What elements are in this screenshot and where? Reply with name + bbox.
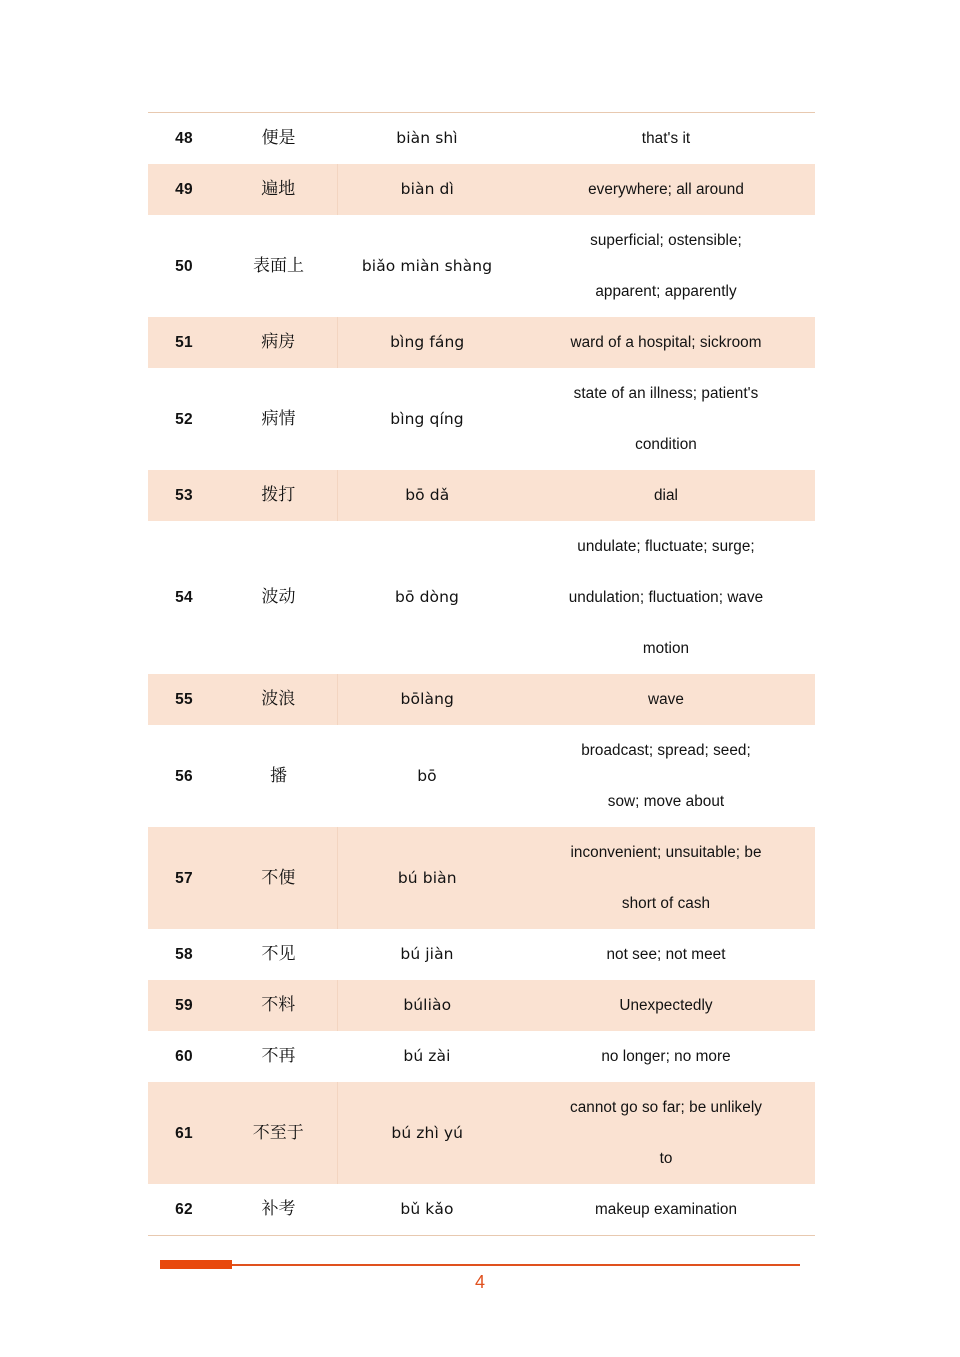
definition-cell (517, 1031, 815, 1082)
hanzi-cell: 表面上 (253, 255, 304, 276)
pinyin-cell: bìng fáng (390, 333, 465, 351)
row-number: 49 (175, 181, 193, 198)
definition-line: short of cash (621, 895, 711, 912)
definition-cell (517, 215, 815, 317)
table-row (148, 470, 815, 521)
pinyin-cell: bō dǎ (405, 486, 450, 504)
pinyin-cell: bōlàng (400, 690, 454, 708)
definition-line: Unexpectedly (619, 997, 713, 1014)
row-number: 55 (175, 691, 193, 708)
table-row (148, 929, 815, 980)
vocabulary-table-container (148, 112, 815, 1236)
hanzi-cell: 遍地 (220, 164, 337, 215)
pinyin-cell: biǎo miàn shàng (361, 256, 493, 275)
table-row (148, 1184, 815, 1236)
hanzi-cell: 播 (270, 765, 287, 786)
hanzi-cell: 病情 (261, 408, 296, 429)
definition-cell (517, 164, 815, 215)
pinyin-cell: bú zhì yú (391, 1123, 464, 1142)
hanzi-cell: 不至于 (220, 1082, 337, 1184)
definition-cell (517, 317, 815, 368)
row-number: 51 (175, 334, 193, 351)
table-row (148, 1082, 815, 1184)
definition-cell (517, 1082, 815, 1184)
table-row (148, 113, 815, 165)
pinyin-cell: búliào (403, 996, 452, 1014)
row-number: 54 (175, 589, 193, 606)
table-row (148, 368, 815, 470)
hanzi-cell: 不料 (220, 980, 337, 1031)
table-row (148, 980, 815, 1031)
hanzi-cell: 波浪 (220, 674, 337, 725)
definition-line: undulation; fluctuation; wave (568, 589, 764, 606)
vocabulary-table-body (148, 113, 815, 1236)
pinyin-cell: bìng qíng (390, 409, 464, 428)
hanzi-cell: 便是 (261, 128, 296, 148)
definition-line: makeup examination (594, 1201, 738, 1218)
row-number: 60 (175, 1048, 193, 1065)
pinyin-cell: bú jiàn (400, 945, 454, 963)
definition-line: not see; not meet (606, 946, 726, 963)
table-row (148, 827, 815, 929)
definition-cell (517, 725, 815, 827)
hanzi-cell: 不见 (261, 944, 296, 964)
definition-cell (517, 368, 815, 470)
row-number: 59 (175, 997, 193, 1014)
definition-line: no longer; no more (601, 1048, 731, 1065)
definition-cell (517, 827, 815, 929)
footer-rule (160, 1264, 800, 1266)
pinyin-cell: bǔ kǎo (400, 1200, 454, 1218)
definition-cell (517, 929, 815, 980)
row-number: 61 (175, 1124, 193, 1142)
vocabulary-table (148, 112, 815, 1236)
definition-line: everywhere; all around (588, 181, 744, 198)
definition-line: state of an illness; patient's (573, 385, 759, 402)
hanzi-cell: 不便 (220, 827, 337, 929)
definition-cell (517, 1184, 815, 1236)
definition-line: superficial; ostensible; (590, 232, 742, 249)
hanzi-cell: 波动 (261, 587, 296, 607)
row-number: 53 (175, 487, 193, 504)
row-number: 58 (175, 946, 193, 963)
definition-line: cannot go so far; be unlikely (570, 1099, 762, 1116)
row-number: 50 (175, 257, 193, 275)
hanzi-cell: 病房 (220, 317, 337, 368)
definition-line: apparent; apparently (595, 283, 737, 300)
pinyin-cell: bú biàn (397, 868, 457, 887)
definition-cell (517, 113, 815, 165)
page-number: 4 (474, 1272, 485, 1292)
row-number: 52 (175, 410, 193, 428)
definition-line: undulate; fluctuate; surge; (577, 538, 755, 555)
definition-cell (517, 674, 815, 725)
hanzi-cell: 不再 (261, 1046, 296, 1066)
row-number: 57 (175, 869, 193, 887)
definition-cell (517, 980, 815, 1031)
hanzi-cell: 补考 (261, 1199, 296, 1219)
definition-line: dial (653, 487, 678, 504)
definition-line: sow; move about (607, 793, 725, 810)
row-number: 62 (175, 1201, 193, 1218)
definition-line: that's it (641, 130, 691, 147)
pinyin-cell: bō (417, 766, 437, 785)
row-number: 56 (175, 767, 193, 785)
row-number: 48 (175, 130, 193, 147)
definition-line: inconvenient; unsuitable; be (570, 844, 762, 861)
definition-line: to (659, 1150, 673, 1167)
footer-accent-tab (160, 1260, 232, 1269)
table-row (148, 215, 815, 317)
definition-line: motion (642, 640, 690, 657)
definition-line: broadcast; spread; seed; (581, 742, 751, 759)
pinyin-cell: bō dòng (395, 588, 459, 606)
definition-cell (517, 521, 815, 674)
definition-line: wave (648, 691, 684, 708)
page-footer (0, 1256, 960, 1326)
table-row (148, 1031, 815, 1082)
table-row (148, 521, 815, 674)
pinyin-cell: bú zài (403, 1047, 451, 1065)
definition-line: ward of a hospital; sickroom (570, 334, 762, 351)
table-row (148, 164, 815, 215)
definition-line: condition (635, 436, 697, 453)
table-row (148, 317, 815, 368)
pinyin-cell: biàn shì (396, 129, 458, 147)
pinyin-cell: biàn dì (400, 180, 454, 198)
hanzi-cell: 拨打 (220, 470, 337, 521)
table-row (148, 725, 815, 827)
table-row (148, 674, 815, 725)
definition-cell (517, 470, 815, 521)
